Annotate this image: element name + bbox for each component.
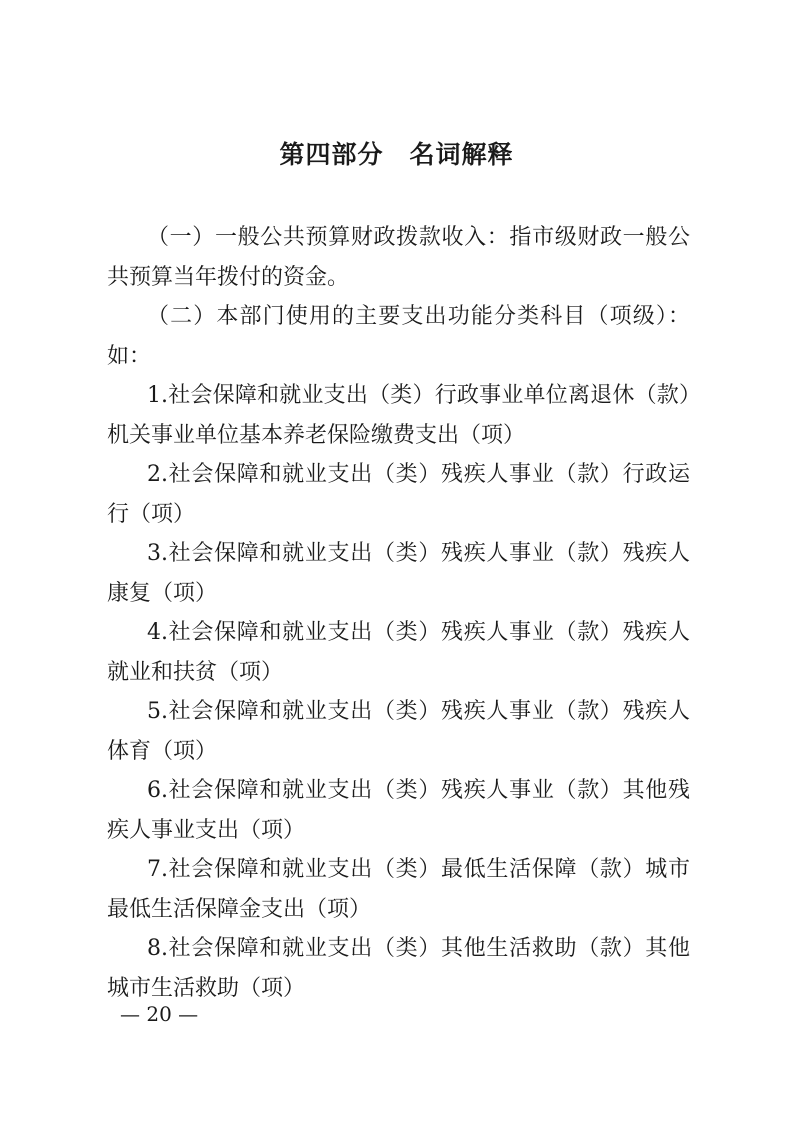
list-item-4: 4.社会保障和就业支出（类）残疾人事业（款）残疾人就业和扶贫（项）: [107, 620, 690, 685]
list-item-2: 2.社会保障和就业支出（类）残疾人事业（款）行政运行（项）: [107, 462, 690, 527]
list-item-1: 1.社会保障和就业支出（类）行政事业单位离退休（款）机关事业单位基本养老保险缴费支出（项）: [107, 383, 690, 448]
list-item-6: 6.社会保障和就业支出（类）残疾人事业（款）其他残疾人事业支出（项）: [107, 778, 690, 843]
paragraph-expenditure-classification: （二）本部门使用的主要支出功能分类科目（项级）：如：: [107, 304, 690, 369]
list-item-5: 5.社会保障和就业支出（类）残疾人事业（款）残疾人体育（项）: [107, 699, 690, 764]
paragraph-general-budget-income: （一）一般公共预算财政拨款收入：指市级财政一般公共预算当年拨付的资金。: [107, 225, 690, 290]
list-item-7: 7.社会保障和就业支出（类）最低生活保障（款）城市最低生活保障金支出（项）: [107, 857, 690, 922]
list-item-8: 8.社会保障和就业支出（类）其他生活救助（款）其他城市生活救助（项）: [107, 936, 690, 1001]
list-item-3: 3.社会保障和就业支出（类）残疾人事业（款）残疾人康复（项）: [107, 541, 690, 606]
page-title: 第四部分 名词解释: [279, 140, 514, 169]
document-body: [107, 218, 690, 1008]
page-number: — 20 —: [120, 1002, 199, 1026]
